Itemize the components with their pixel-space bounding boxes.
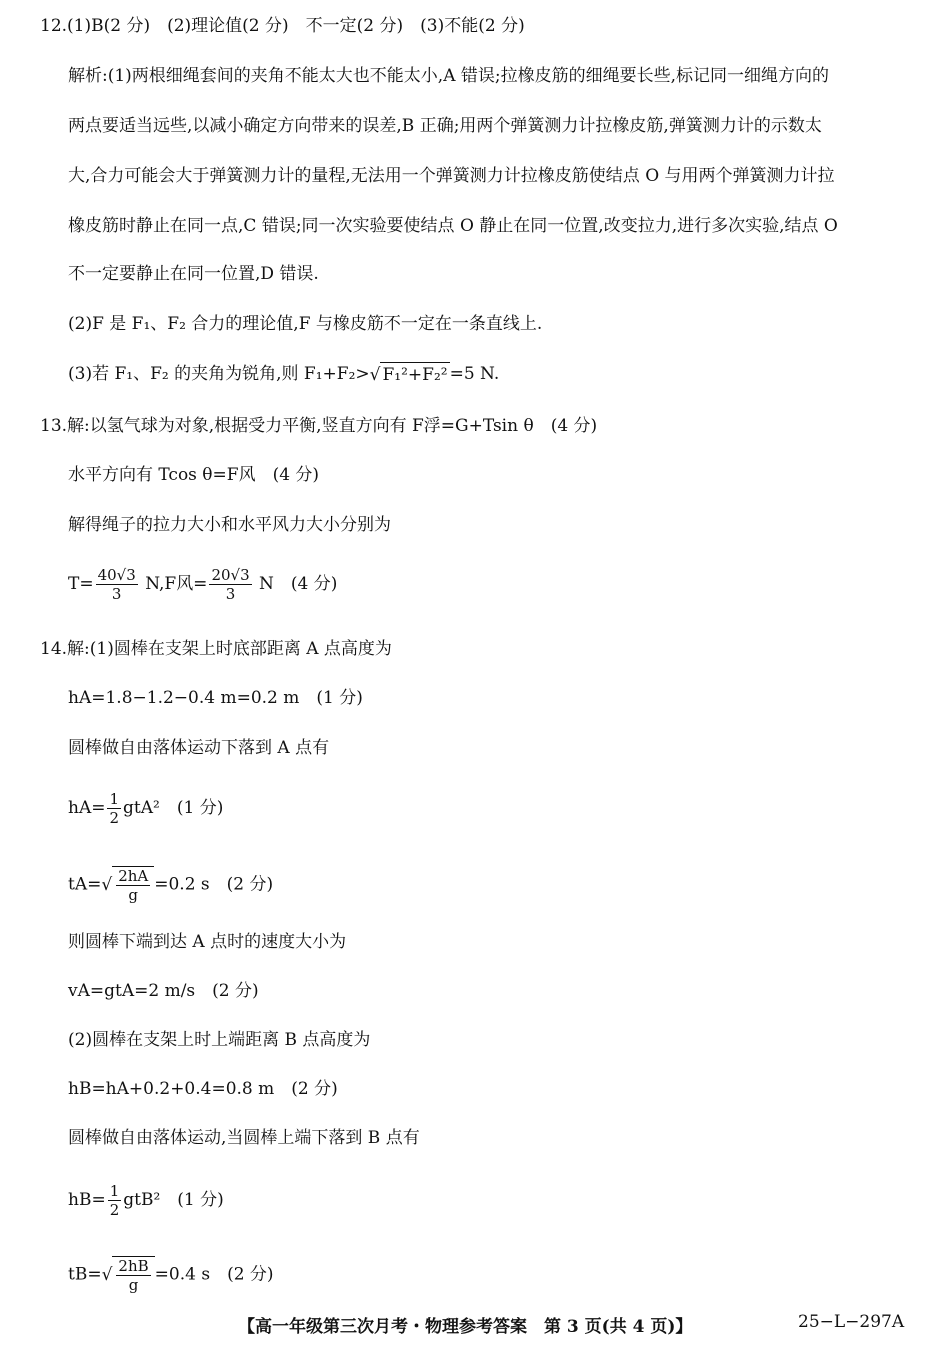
fraction-t (96, 566, 138, 603)
q14-line-5: vA=gtA=2 m/s (2 分) (68, 981, 259, 1001)
fraction-t-denominator: 3 (111, 585, 122, 603)
sqrt-tb: √ $\frac{2hB}{g}$ (102, 1256, 155, 1294)
fraction-f-numerator: 20√3 (211, 566, 250, 584)
q14-eq-ha (68, 790, 223, 827)
fraction-ta-denominator: g (128, 886, 139, 904)
q12-analysis-line-5: 不一定要静止在同一位置,D 错误. (68, 264, 319, 284)
sqrt-expression: √ F₁²+F₂² (370, 362, 450, 387)
fraction-half-b-denominator: 2 (109, 1201, 120, 1219)
footer-title: 【高一年级第三次月考・物理参考答案 第 3 页(共 4 页)】 (238, 1317, 693, 1337)
fraction-tb-numerator: 2hB (118, 1257, 149, 1275)
fraction-ta-numerator: 2hA (118, 867, 149, 885)
q13-line-1: 13.解:以氢气球为对象,根据受力平衡,竖直方向有 F浮=G+Tsin θ (4 分) (40, 416, 598, 436)
fraction-tb (116, 1257, 150, 1294)
eq-ta-suffix: =0.2 s (2 分) (154, 874, 274, 895)
q12-part3-prefix: (3)若 F₁、F₂ 的夹角为锐角,则 F₁+F₂> (68, 364, 370, 384)
q12-analysis-line-4: 橡皮筋时静止在同一点,C 错误;同一次实验要使结点 O 静止在同一位置,改变拉力,进行多次实验,结点 O (68, 216, 838, 236)
q13-f-suffix: N (4 分) (253, 574, 338, 594)
fraction-half-b-numerator: 1 (109, 1182, 120, 1200)
fraction-t-numerator: 40√3 (97, 566, 136, 584)
q14-line-4: 则圆棒下端到达 A 点时的速度大小为 (68, 932, 347, 952)
q12-part2: (2)F 是 F₁、F₂ 合力的理论值,F 与橡皮筋不一定在一条直线上. (68, 314, 543, 334)
q13-line-2: 水平方向有 Tcos θ=F风 (4 分) (68, 465, 320, 485)
q14-line-6: (2)圆棒在支架上时上端距离 B 点高度为 (68, 1030, 371, 1050)
q12-header: 12.(1)B(2 分) (2)理论值(2 分) 不一定(2 分) (3)不能(2 分) (40, 16, 525, 36)
fraction-half-a-denominator: 2 (109, 809, 120, 827)
q13-result (68, 566, 337, 603)
eq-hb-suffix: gtB² (1 分) (123, 1190, 224, 1210)
q14-line-2: hA=1.8−1.2−0.4 m=0.2 m (1 分) (68, 688, 363, 708)
q13-t-prefix: T= (68, 574, 94, 594)
q14-line-1: 14.解:(1)圆棒在支架上时底部距离 A 点高度为 (40, 639, 392, 659)
eq-hb-prefix: hB= (68, 1190, 106, 1210)
q14-eq-hb (68, 1182, 224, 1219)
fraction-half-a-numerator: 1 (109, 790, 120, 808)
eq-ha-suffix: gtA² (1 分) (123, 798, 224, 818)
q12-analysis-line-2: 两点要适当远些,以减小确定方向带来的误差,B 正确;用两个弹簧测力计拉橡皮筋,弹簧测力计的示数太 (68, 116, 822, 136)
fraction-f (209, 566, 251, 603)
eq-ha-prefix: hA= (68, 798, 106, 818)
q14-eq-ta (68, 866, 273, 904)
q12-part3-suffix: =5 N. (449, 364, 500, 384)
fraction-f-denominator: 3 (225, 585, 236, 603)
q12-part3-radicand: F₁²+F₂² (380, 362, 449, 387)
q14-line-7: hB=hA+0.2+0.4=0.8 m (2 分) (68, 1079, 338, 1099)
q13-t-mid: N,F风= (139, 574, 208, 594)
fraction-tb-denominator: g (128, 1276, 139, 1294)
q14-eq-tb (68, 1256, 274, 1294)
eq-tb-suffix: =0.4 s (2 分) (154, 1264, 274, 1285)
fraction-half-b (108, 1182, 122, 1219)
fraction-half-a (107, 790, 121, 827)
q12-part3 (68, 362, 499, 387)
q14-line-8: 圆棒做自由落体运动,当圆棒上端下落到 B 点有 (68, 1128, 420, 1148)
q13-line-3: 解得绳子的拉力大小和水平风力大小分别为 (68, 515, 391, 535)
q12-analysis-line-1: 解析:(1)两根细绳套间的夹角不能太大也不能太小,A 错误;拉橡皮筋的细绳要长些,标记同一细绳方向的 (68, 66, 830, 86)
footer-code: 25−L−297A (798, 1312, 905, 1332)
fraction-ta (116, 867, 150, 904)
eq-ta-prefix: tA= (68, 874, 102, 895)
eq-tb-prefix: tB= (68, 1264, 102, 1285)
q12-analysis-line-3: 大,合力可能会大于弹簧测力计的量程,无法用一个弹簧测力计拉橡皮筋使结点 O 与用两个弹簧测力计拉 (68, 166, 835, 186)
sqrt-ta: √ $\frac{2hA}{g}$ (101, 866, 154, 904)
q14-line-3: 圆棒做自由落体运动下落到 A 点有 (68, 738, 330, 758)
